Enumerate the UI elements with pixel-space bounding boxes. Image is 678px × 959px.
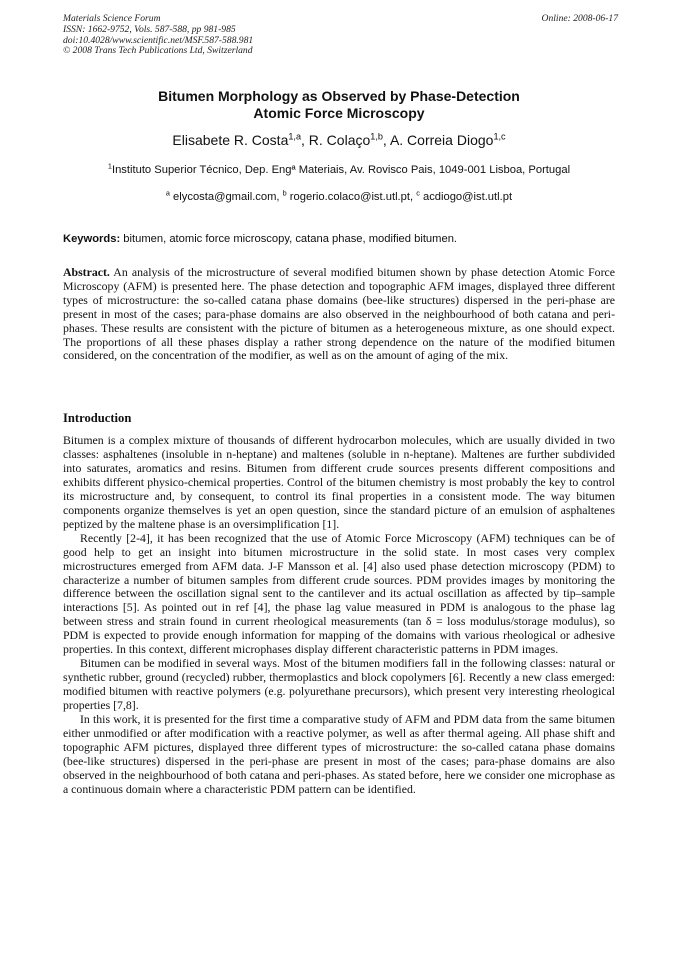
body-paragraph: In this work, it is presented for the first time a comparative study of AFM and PDM data from the same bitumen either unmodified or after modification with a reactive polymer, as well as after thermal ageing. All phase shift and topographic AFM pictures, displayed three different types of microstructure: the so-called catana phase domains (bee-like structures) dispersed in the peri-phase are present in most of the cases; para-phase domains are also observed in the neighbourhood of both catana and peri-phases. As stated before, here we consider one microphase as a continuous domain where a characteristic PDM pattern can be identified.	[63, 712, 615, 796]
email-superscript: c	[416, 188, 420, 198]
abstract-label: Abstract.	[63, 265, 110, 279]
author-superscript: 1,c	[493, 131, 506, 142]
keywords-text: bitumen, atomic force microscopy, catana phase, modified bitumen.	[120, 233, 458, 245]
online-date: Online: 2008-06-17	[541, 13, 618, 24]
body-paragraph: Bitumen can be modified in several ways. Most of the bitumen modifiers fall in the following classes: natural or synthetic rubber, ground (recycled) rubber, thermoplastics and block copolymers [6]. Recently a new class emerged: modified bitumen with reactive polymers (e.g. polyurethane precursors), which present very interesting rheological properties [7,8].	[63, 656, 615, 713]
email-list	[63, 190, 615, 204]
introduction-body	[63, 434, 615, 797]
author-superscript: 1,a	[288, 131, 302, 142]
author-separator: ,	[301, 132, 309, 148]
email-address: elycosta@gmail.com,	[169, 191, 283, 203]
section-heading-introduction: Introduction	[63, 411, 132, 425]
doi-line: doi:10.4028/www.scientific.net/MSF.587-588.981	[63, 34, 254, 46]
title-line-2: Atomic Force Microscopy	[253, 105, 425, 121]
email-address: rogerio.colaco@ist.utl.pt,	[286, 191, 417, 203]
affiliation-text: Instituto Superior Técnico, Dep. Engª Materiais, Av. Rovisco Pais, 1049-001 Lisboa, Portugal	[111, 164, 571, 176]
author-name: R. Colaço	[308, 132, 371, 148]
issn-line: ISSN: 1662-9752, Vols. 587-588, pp 981-985	[63, 23, 236, 35]
abstract	[63, 266, 615, 363]
keywords-label: Keywords:	[63, 233, 121, 245]
author-name: A. Correia Diogo	[389, 132, 494, 148]
keywords	[63, 232, 615, 246]
copyright-line: © 2008 Trans Tech Publications Ltd, Switzerland	[63, 45, 253, 57]
page-header	[63, 14, 618, 57]
affiliation	[63, 163, 615, 177]
affiliation-superscript: 1	[107, 161, 112, 171]
abstract-text: An analysis of the microstructure of several modified bitumen shown by phase detection Atomic Force Microscopy (AFM) is presented here. The phase detection and topographic AFM images, displayed three different types of microstructure: the so-called catana phase domains (bee-like structures) dispersed in the peri-phase are present in most of the cases; para-phase domains are also observed in the neighbourhood of both catana and peri-phases. These results are consistent with the picture of bitumen as a heterogeneous mixture, as one should expect. The proportions of all these phases display a rather strong dependence on the nature of the modified bitumen considered, on the concentration of the modifier, as well as on the amount of aging of the mix.	[63, 265, 615, 363]
title-line-1: Bitumen Morphology as Observed by Phase-Detection	[158, 88, 520, 104]
author-name: Elisabete R. Costa	[172, 132, 289, 148]
journal-name: Materials Science Forum	[63, 13, 161, 24]
paper-title	[63, 88, 615, 122]
author-list	[63, 132, 615, 149]
email-superscript: b	[282, 188, 287, 198]
body-paragraph: Recently [2-4], it has been recognized that the use of Atomic Force Microscopy (AFM) techniques can be of good help to get an insight into bitumen microstructure in the solid state. In most cases very complex microstructures emerged from AFM data. J-F Mansson et al. [4] also used phase detection microscopy (PDM) to characterize a number of bitumen samples from different crude sources. PDM provides images by monitoring the difference between the oscillation signal sent to the cantilever and its actual oscillation as affected by tip–sample interactions [5]. As pointed out in ref [4], the phase lag value measured in PDM is analogous to the phase lag between stress and strain found in current rheological measurements (tan δ = loss modulus/storage modulus), so PDM is expected to provide enough information for mapping of the domains with various rheological or adhesive properties. In this context, different microphases display different characteristic patterns in PDM images.	[63, 530, 615, 657]
email-superscript: a	[165, 188, 170, 198]
email-address: acdiogo@ist.utl.pt	[419, 191, 513, 203]
author-superscript: 1,b	[370, 131, 383, 142]
author-separator: ,	[382, 132, 390, 148]
body-paragraph: Bitumen is a complex mixture of thousands of different hydrocarbon molecules, which are usually divided in two classes: asphaltenes (insoluble in n-heptane) and maltenes (soluble in n-heptane). Maltenes are further subdivided into saturates, aromatics and resins. Bitumen from different crude sources presents different compositions and exhibits different physico-chemical properties. Control of the bitumen chemistry is most probably the key to control its microstructure and, by consequent, to control its final properties in a consistent mode. The way bitumen components organize themselves is yet an open question, since the standard picture of an emulsion of asphaltenes peptized by the maltene phase is an oversimplification [1].	[63, 433, 615, 531]
